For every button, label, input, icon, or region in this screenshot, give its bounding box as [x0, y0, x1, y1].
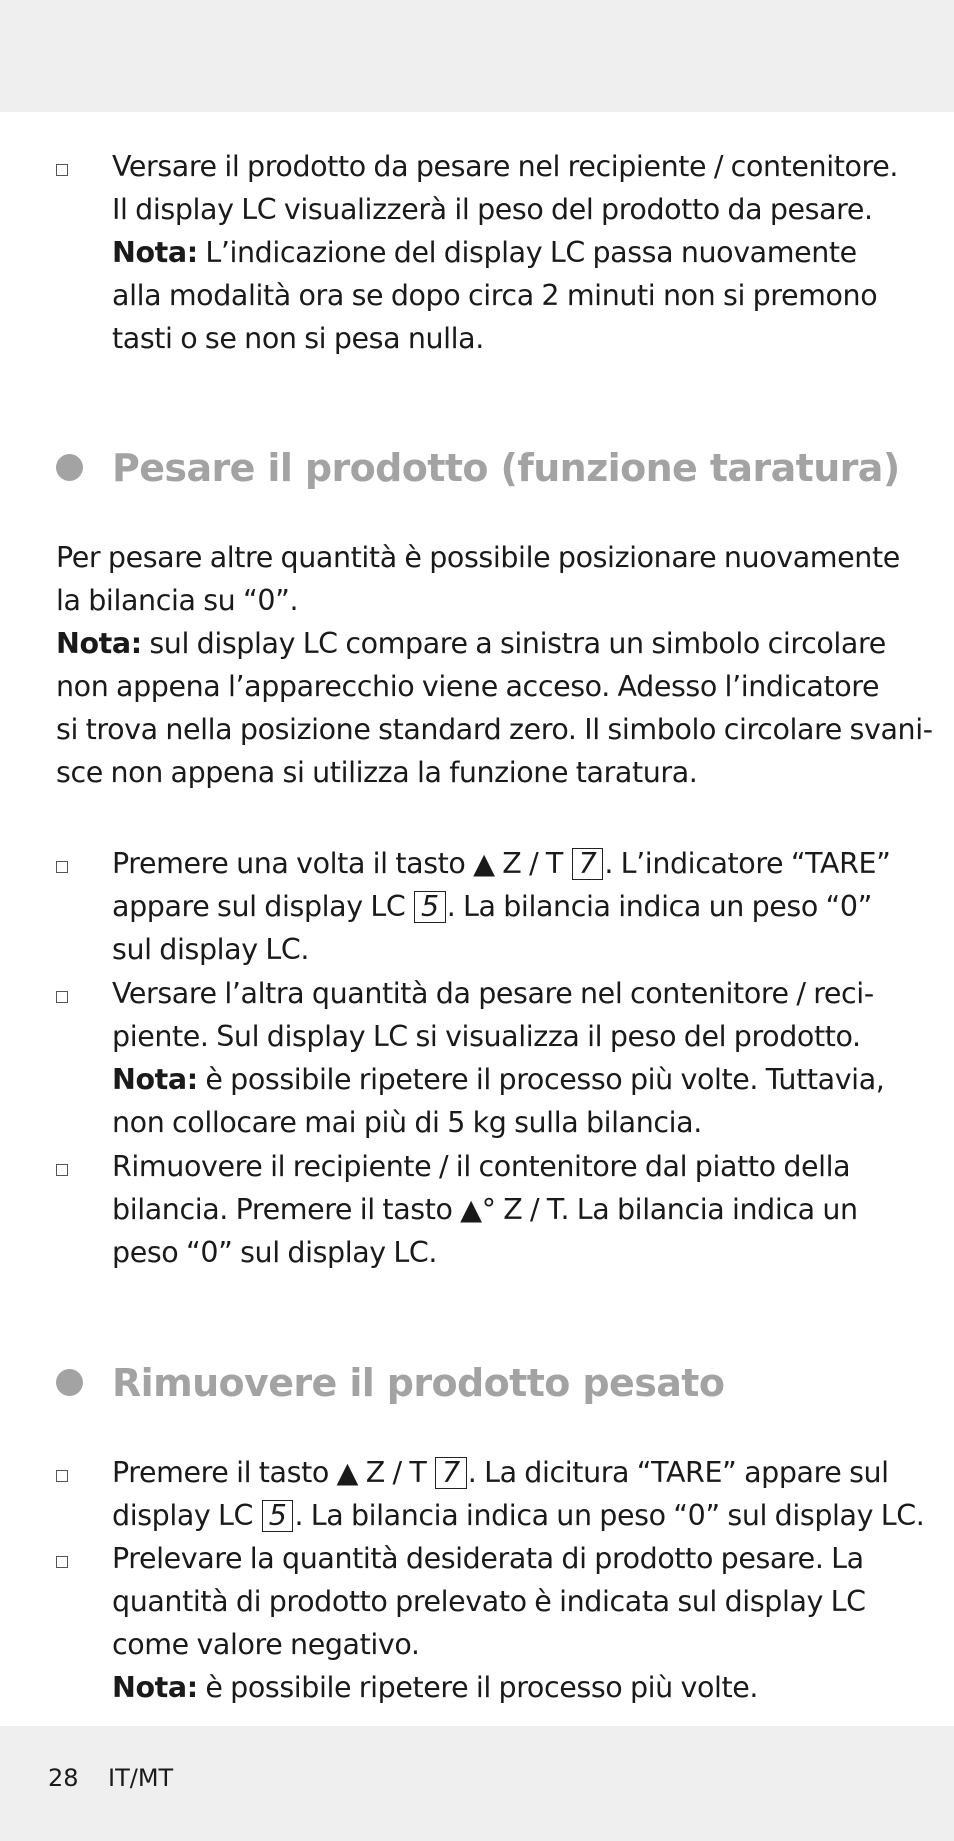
checkbox-icon: [56, 991, 68, 1003]
list-item-line: Rimuovere il recipiente / il contenitore dal piatto della: [112, 1150, 851, 1183]
list-item-line: quantità di prodotto prelevato è indicata sul display LC: [112, 1585, 866, 1618]
list-item-line: bilancia. Premere il tasto ▲° Z / T. La bilancia indica un: [112, 1193, 858, 1226]
bullet-dot-icon: [56, 454, 83, 481]
list-item-line: [112, 847, 890, 881]
note-label: Nota:: [112, 236, 198, 269]
text: . La bilancia indica un peso “0” sul display LC.: [294, 1499, 925, 1532]
list-item-line: [112, 890, 872, 924]
text: Premere una volta il tasto ▲ Z / T: [112, 847, 571, 880]
list-item-line: Versare il prodotto da pesare nel recipiente / contenitore.: [112, 150, 899, 183]
list-item-line: Il display LC visualizzerà il peso del prodotto da pesare.: [112, 193, 873, 226]
section-heading: Rimuovere il prodotto pesato: [112, 1361, 725, 1405]
list-item-line: piente. Sul display LC si visualizza il peso del prodotto.: [112, 1020, 861, 1053]
key-5-box: 5: [262, 1500, 294, 1532]
text: . La dicitura “TARE” appare sul: [467, 1456, 889, 1489]
language-code: IT/MT: [108, 1764, 174, 1792]
checkbox-icon: [56, 861, 68, 873]
note-line: [56, 627, 886, 661]
paragraph-line: non appena l’apparecchio viene acceso. Adesso l’indicatore: [56, 670, 880, 703]
checkbox-icon: [56, 164, 68, 176]
list-item-line: come valore negativo.: [112, 1628, 420, 1661]
checkbox-icon: [56, 1556, 68, 1568]
checkbox-icon: [56, 1164, 68, 1176]
note-label: Nota:: [112, 1671, 198, 1704]
list-item-line: Prelevare la quantità desiderata di prodotto pesare. La: [112, 1542, 864, 1575]
list-item-line: Versare l’altra quantità da pesare nel contenitore / reci-: [112, 977, 874, 1010]
header-band: [0, 0, 954, 112]
paragraph-line: si trova nella posizione standard zero. Il simbolo circolare svani-: [56, 713, 933, 746]
list-item-line: [112, 1499, 924, 1533]
paragraph-line: sce non appena si utilizza la funzione taratura.: [56, 756, 698, 789]
key-7-box: 7: [572, 848, 604, 880]
list-item-line: sul display LC.: [112, 933, 309, 966]
note-label: Nota:: [112, 1063, 198, 1096]
note-label: Nota:: [56, 627, 142, 660]
section-heading: Pesare il prodotto (funzione taratura): [112, 446, 900, 490]
text: . L’indicatore “TARE”: [604, 847, 891, 880]
note-text: è possibile ripetere il processo più volte. Tuttavia,: [197, 1063, 885, 1096]
note-line: [112, 1671, 758, 1705]
list-item-line: non collocare mai più di 5 kg sulla bilancia.: [112, 1106, 702, 1139]
note-line: [112, 1063, 884, 1097]
paragraph-line: Per pesare altre quantità è possibile posizionare nuovamente: [56, 541, 900, 574]
note-text: L’indicazione del display LC passa nuovamente: [197, 236, 857, 269]
checkbox-icon: [56, 1470, 68, 1482]
list-item-line: peso “0” sul display LC.: [112, 1236, 438, 1269]
paragraph-line: la bilancia su “0”.: [56, 584, 299, 617]
note-line: alla modalità ora se dopo circa 2 minuti non si premono: [112, 279, 878, 312]
text: appare sul display LC: [112, 890, 413, 923]
text: display LC: [112, 1499, 261, 1532]
note-line: tasti o se non si pesa nulla.: [112, 322, 484, 355]
text: . La bilancia indica un peso “0”: [446, 890, 873, 923]
bullet-dot-icon: [56, 1369, 83, 1396]
key-7-box: 7: [435, 1457, 467, 1489]
note-text: è possibile ripetere il processo più volte.: [197, 1671, 759, 1704]
key-5-box: 5: [414, 891, 446, 923]
note-line: [112, 236, 857, 270]
page-number: 28: [48, 1764, 79, 1792]
note-text: sul display LC compare a sinistra un simbolo circolare: [141, 627, 886, 660]
list-item-line: [112, 1456, 889, 1490]
text: Premere il tasto ▲ Z / T: [112, 1456, 435, 1489]
